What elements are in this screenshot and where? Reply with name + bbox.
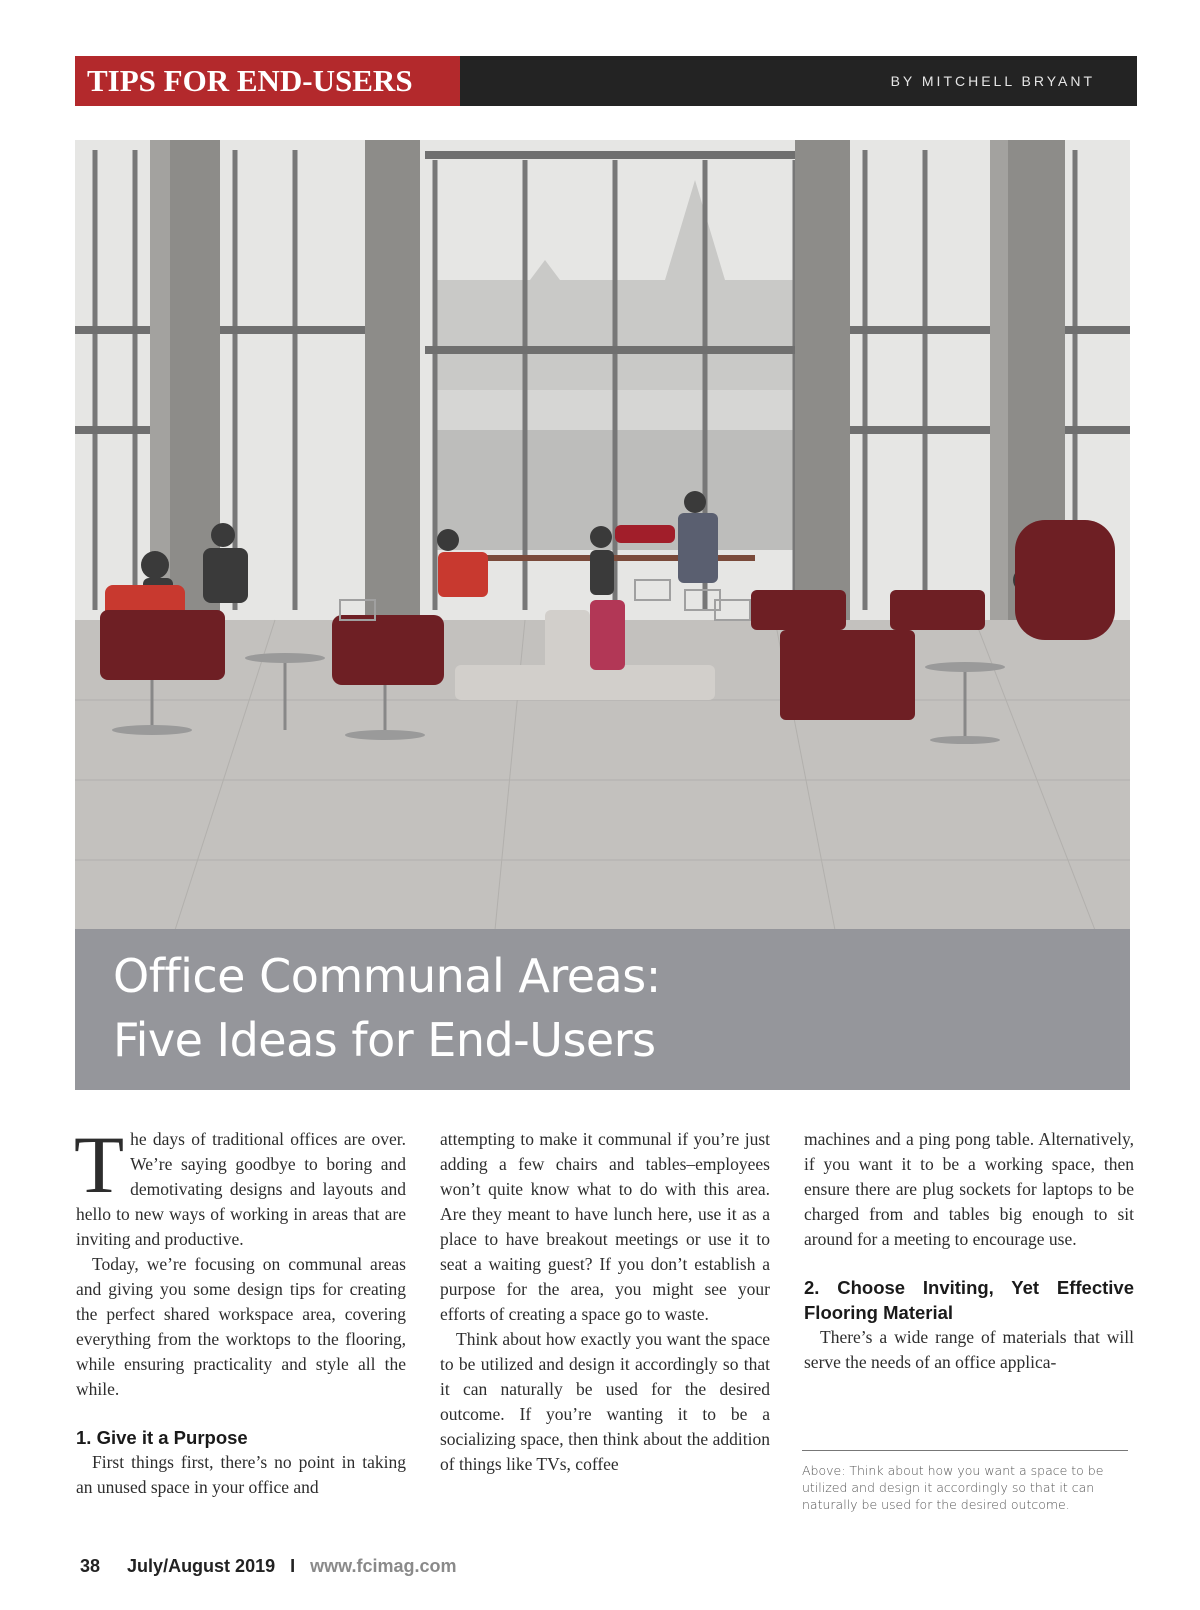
- paragraph: attempting to make it communal if you’re just adding a few chairs and tables–employees won’t quite know what to do with this area. Are they meant to have lunch here, use it as a place to have breakout meetings or use it to seat a waiting guest? If you don’t establish a purpose for the area, you might see your efforts of creating a space go to waste.: [440, 1129, 770, 1324]
- footer-separator: I: [290, 1556, 296, 1576]
- article-title-line-1: Office Communal Areas:: [113, 949, 661, 1003]
- byline: BY MITCHELL BRYANT: [890, 73, 1095, 89]
- website-link[interactable]: www.fcimag.com: [310, 1556, 457, 1576]
- spacer: [76, 1402, 406, 1425]
- article-column-2: [440, 1127, 770, 1477]
- photo-caption: Above: Think about how you want a space to be utilized and design it accordingly so that it can naturally be used for the desired outcome.: [802, 1463, 1104, 1512]
- office-lounge-illustration: [75, 140, 1130, 930]
- paragraph: Think about how exactly you want the space to be utilized and design it accordingly so that it can naturally be used for the desired outcome. If you’re wanting it to be a socializing space, then think about the addition of things like TVs, coffee: [440, 1329, 770, 1474]
- article-column-1: [74, 1119, 406, 1500]
- article-column-3: [804, 1127, 1134, 1375]
- paragraph: First things first, there’s no point in taking an unused space in your office and: [76, 1452, 406, 1497]
- subhead-1: 1. Give it a Purpose: [76, 1427, 248, 1448]
- intro-text: he days of traditional offices are over. We’re saying goodbye to boring and demotivating designs and layouts and hello to new ways of working in areas that are inviting and productive.: [76, 1129, 406, 1249]
- subhead-2: 2. Choose Inviting, Yet Effective Flooring Material: [804, 1277, 1134, 1323]
- spacer: [804, 1252, 1134, 1275]
- page-footer: [80, 1556, 457, 1577]
- paragraph: machines and a ping pong table. Alternatively, if you want it to be a working space, then ensure there are plug sockets for laptops to be charged from and tables big enough to sit around for a meeting to encourage use.: [804, 1129, 1134, 1249]
- paragraph: There’s a wide range of materials that will serve the needs of an office applica-: [804, 1327, 1134, 1372]
- title-band: [75, 929, 1130, 1090]
- caption-rule: [802, 1450, 1128, 1451]
- dropcap: T: [74, 1119, 125, 1210]
- hero-photo: [75, 140, 1130, 930]
- intro-paragraph: [74, 1119, 406, 1252]
- paragraph: Today, we’re focusing on communal areas and giving you some design tips for creating the perfect shared workspace area, covering everything from the worktops to the flooring, while ensuring practicality and style all the while.: [76, 1254, 406, 1399]
- article-title-line-2: Five Ideas for End-Users: [113, 1013, 656, 1067]
- issue-date: July/August 2019: [127, 1556, 276, 1576]
- section-tag: TIPS FOR END-USERS: [75, 56, 460, 106]
- page-number: 38: [80, 1556, 101, 1576]
